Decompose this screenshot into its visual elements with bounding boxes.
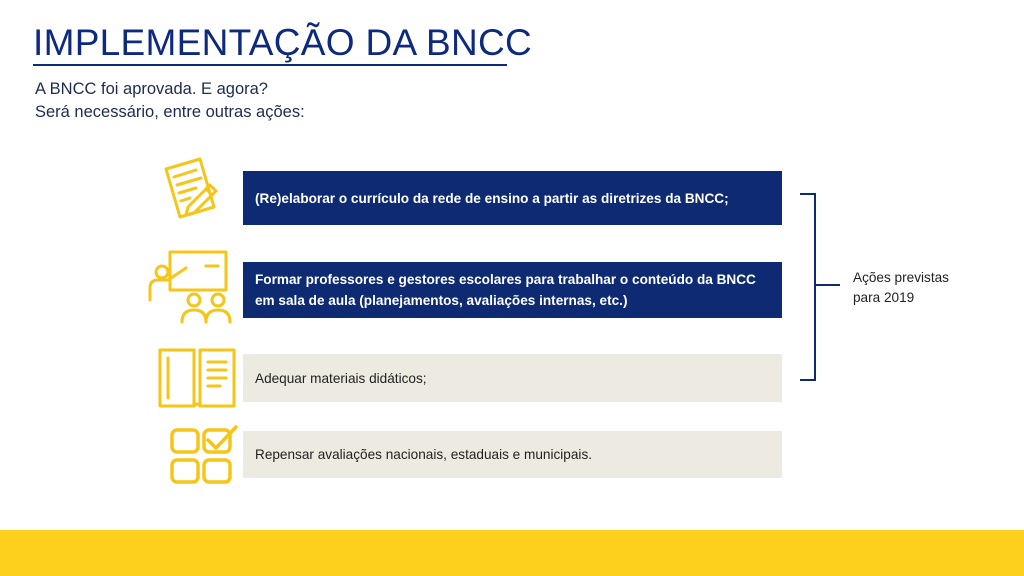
action-box-teacher-training: Formar professores e gestores escolares para trabalhar o conteúdo da BNCC em sala de aula (planejamentos, avaliações internas, etc.) [243, 262, 782, 318]
action-box-materials: Adequar materiais didáticos; [243, 354, 782, 402]
page-title: IMPLEMENTAÇÃO DA BNCC [33, 22, 533, 63]
title-underline [33, 64, 507, 66]
teacher-board-icon [146, 248, 236, 326]
grouping-bracket [800, 193, 816, 381]
subtitle-line-1: A BNCC foi aprovada. E agora? [35, 80, 268, 98]
checklist-grid-icon [168, 424, 240, 488]
document-pencil-icon [160, 155, 226, 231]
bracket-connector [816, 284, 840, 286]
action-box-assessments: Repensar avaliações nacionais, estaduais e municipais. [243, 431, 782, 478]
bracket-label-line-1: Ações previstas [853, 270, 949, 285]
action-box-curriculum: (Re)elaborar o currículo da rede de ensino a partir as diretrizes da BNCC; [243, 171, 782, 225]
subtitle-line-2: Será necessário, entre outras ações: [35, 103, 305, 121]
footer-band [0, 530, 1024, 576]
bracket-label [853, 268, 949, 308]
subtitle [35, 78, 305, 124]
bracket-label-line-2: para 2019 [853, 290, 915, 305]
open-book-icon [156, 344, 238, 410]
